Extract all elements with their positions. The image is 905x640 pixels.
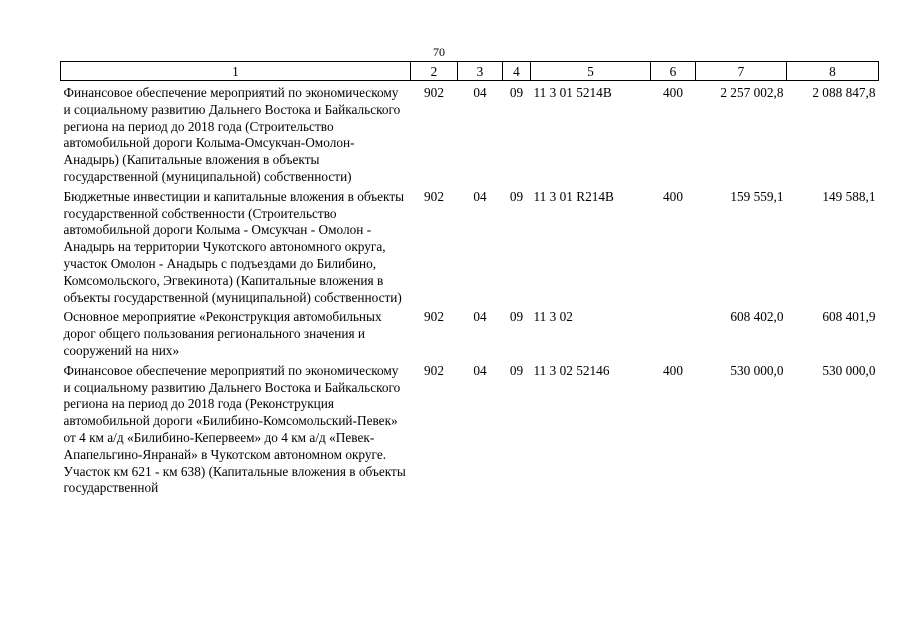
row-amount-2: 149 588,1 xyxy=(822,188,876,204)
row-amount-1: 159 559,1 xyxy=(730,188,784,204)
row-amount-1: 608 402,0 xyxy=(730,309,784,325)
row-type: 400 xyxy=(663,362,683,378)
row-code: 902 xyxy=(424,309,444,325)
table-body xyxy=(61,81,879,498)
row-code: 902 xyxy=(424,85,444,100)
row-name: Основное мероприятие «Реконструкция автомобильных дорог общего пользования регионального значения и сооружений на них» xyxy=(63,309,382,358)
row-subsection: 09 xyxy=(509,362,524,378)
row-amount-1: 2 257 002,8 xyxy=(720,85,784,100)
row-subsection: 09 xyxy=(509,85,524,100)
row-section: 04 xyxy=(473,309,487,325)
header-cell-3: 3 xyxy=(458,62,503,81)
row-section: 04 xyxy=(473,85,487,100)
row-name: Бюджетные инвестиции и капитальные вложения в объекты государственной собственности (Строительство автомобильной дороги Колыма - Омсукчан - Омолон - Анадырь на территории Чукотского автономного округа, участок Омолон - Анадырь с подъездами до Билибино, Комсомольского, Эгвекинота) (Капитальные вложения в объекты государственной (муниципальной) собственности) xyxy=(63,188,405,305)
row-amount-2: 608 401,9 xyxy=(822,309,876,325)
row-target: 11 3 02 52146 xyxy=(533,362,610,378)
table-row xyxy=(61,81,879,186)
header-cell-4: 4 xyxy=(503,62,531,81)
row-subsection: 09 xyxy=(509,188,524,204)
page-number: 70 xyxy=(433,45,445,59)
table-row xyxy=(61,360,879,497)
header-cell-1: 1 xyxy=(61,62,411,81)
row-target: 11 3 01 5214B xyxy=(533,85,612,100)
row-target: 11 3 02 xyxy=(533,309,573,325)
row-code: 902 xyxy=(424,362,444,378)
header-row xyxy=(61,62,879,81)
header-cell-2: 2 xyxy=(411,62,458,81)
header-cell-8: 8 xyxy=(787,62,879,81)
row-section: 04 xyxy=(473,188,487,204)
row-name: Финансовое обеспечение мероприятий по экономическому и социальному развитию Дальнего Востока и Байкальского региона на период до 2018 года (Строительство автомобильной дороги Колыма-Омсукчан-Омолон-Анадырь) (Капитальные вложения в объекты государственной (муниципальной) собственности) xyxy=(63,85,401,184)
row-section: 04 xyxy=(473,362,487,378)
budget-table xyxy=(60,61,879,497)
row-type: 400 xyxy=(663,188,683,204)
row-target: 11 3 01 R214B xyxy=(533,188,614,204)
header-cell-6: 6 xyxy=(651,62,696,81)
header-cell-7: 7 xyxy=(696,62,787,81)
header-cell-5: 5 xyxy=(531,62,651,81)
row-type xyxy=(651,306,696,359)
row-code: 902 xyxy=(424,188,444,204)
row-subsection: 09 xyxy=(509,309,524,325)
table-header xyxy=(61,62,879,81)
table-row xyxy=(61,306,879,359)
row-amount-2: 530 000,0 xyxy=(822,362,876,378)
row-amount-1: 530 000,0 xyxy=(730,362,784,378)
row-amount-2: 2 088 847,8 xyxy=(812,85,876,100)
row-type: 400 xyxy=(663,85,683,100)
row-name: Финансовое обеспечение мероприятий по экономическому и социальному развитию Дальнего Востока и Байкальского региона на период до 2018 года (Реконструкция автомобильной дороги «Билибино-Комсомольский-Певек» от 4 км а/д «Билибино-Кепервеем» до 4 км а/д «Певек-Апапельгино-Янранай» в Чукотском автономном округе. Участок км 621 - км 638) (Капитальные вложения в объекты государственной xyxy=(63,362,406,496)
table-row xyxy=(61,186,879,307)
